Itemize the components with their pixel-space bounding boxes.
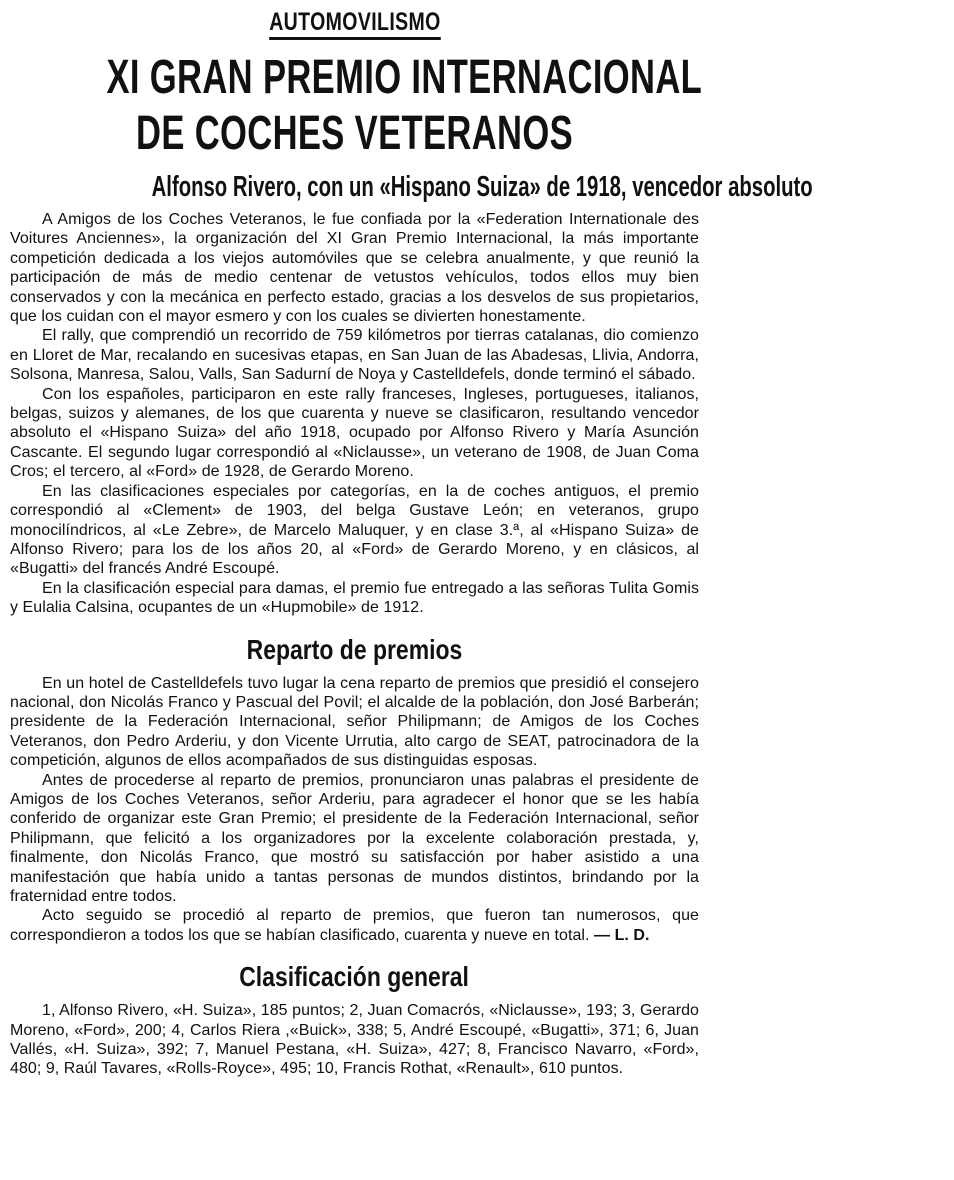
awards-paragraph (10, 906, 699, 945)
classification-body (10, 1001, 699, 1079)
section-tag-label: AUTOMOVILISMO (269, 10, 441, 40)
author-signature: — L. D. (594, 926, 650, 944)
article-paragraph: En la clasificación especial para damas, el premio fue entregado a las señoras Tulita Gomis y Eulalia Calsina, ocupantes de un «Hupmobile» de 1912. (10, 579, 699, 617)
section-tag (10, 10, 699, 40)
headline-line-1: XI GRAN PREMIO INTERNACIONAL (106, 51, 703, 104)
article-body (10, 210, 699, 618)
article-paragraph: A Amigos de los Coches Veteranos, le fue confiada por la «Federation Internationale des Voitures Anciennes», la organización del XI Gran Premio Internacional, la más importante competición dedicada a los viejos automóviles que se celebra anualmente, y que reunió la participación de más de medio centenar de vetustos vehículos, todos ellos muy bien conservados y con la mecánica en perfecto estado, gracias a los desvelos de sus propietarios, que los cuidan con el mayor esmero y con los cuales se divierten honestamente. (10, 211, 699, 326)
headline-line-2: DE COCHES VETERANOS (136, 107, 573, 160)
classification-list: 1, Alfonso Rivero, «H. Suiza», 185 puntos; 2, Juan Comacrós, «Niclausse», 193; 3, Gerardo Moreno, «Ford», 200; 4, Carlos Riera ,«Buick», 338; 5, André Escoupé, «Bugatti», 371; 6, Juan Vallés, «H. Suiza», 392; 7, Manuel Pestana, «H. Suiza», 427; 8, Francisco Navarro, «Ford», 480; 9, Raúl Tavares, «Rolls-Royce», 495; 10, Francis Rothat, «Renault», 610 puntos. (10, 1002, 699, 1078)
awards-paragraph: En un hotel de Castelldefels tuvo lugar la cena reparto de premios que presidió el consejero nacional, don Nicolás Franco y Pascual del Povil; el alcalde de la población, don José Barberán; presidente de la Federación Internacional, señor Philipmann; de Amigos de los Coches Veteranos, don Pedro Arderiu, y don Vicente Urrutia, alto cargo de SEAT, patrocinadora de la competición, algunos de ellos acompañados de sus distinguidas esposas. (10, 674, 699, 770)
subheadline-text: Alfonso Rivero, con un «Hispano Suiza» de 1918, vencedor absoluto (151, 171, 813, 203)
awards-paragraph: Antes de procederse al reparto de premios, pronunciaron unas palabras el presidente de Amigos de los Coches Veteranos, señor Arderiu, para agradecer el honor que se les había conferido de organizar este Gran Premio; el presidente de la Federación Internacional, señor Philipmann, que felicitó a los organizadores por la excelente colaboración prestada, y, finalmente, don Nicolás Franco, que mostró su satisfacción por haber asistido a una manifestación que había unido a tantas personas de mundos distintos, brindando por la fraternidad entre todos. (10, 771, 699, 905)
classification-heading-text: Clasificación general (239, 961, 470, 993)
awards-closing-text: Acto seguido se procedió al reparto de premios, que fueron tan numerosos, que correspondieron a todos los que se habían clasificado, cuarenta y nueve en total. (10, 907, 699, 944)
article-paragraph: El rally, que comprendió un recorrido de 759 kilómetros por tierras catalanas, dio comienzo en Lloret de Mar, recalando en sucesivas etapas, en San Juan de las Abadesas, Llivia, Andorra, Solsona, Manresa, Salou, Valls, San Sadurní de Noya y Castelldefels, donde terminó el sábado. (10, 327, 699, 384)
awards-heading-text: Reparto de premios (246, 633, 463, 665)
awards-heading (10, 634, 699, 666)
awards-body (10, 674, 699, 946)
classification-heading (10, 961, 699, 993)
article-paragraph: En las clasificaciones especiales por categorías, en la de coches antiguos, el premio correspondió al «Clement» de 1903, del belga Gustave León; en veteranos, grupo monocilíndricos, al «Le Zebre», de Marcelo Maluquer, y en clase 3.ª, al «Hispano Suiza» de Alfonso Rivero; para los de los años 20, al «Ford» de Gerardo Moreno, y en clásicos, al «Bugatti» del francés André Escoupé. (10, 482, 699, 578)
article-paragraph: Con los españoles, participaron en este rally franceses, Ingleses, portugueses, italianos, belgas, suizos y alemanes, de los que cuarenta y nueve se clasificaron, resultando vencedor absoluto el «Hispano Suiza» del año 1918, ocupado por Alfonso Rivero y María Asunción Cascante. El segundo lugar correspondió al «Niclausse», un veterano de 1908, de Juan Coma Cros; el tercero, al «Ford» de 1928, de Gerardo Moreno. (10, 385, 699, 481)
newspaper-clipping (0, 8, 813, 1180)
headline (10, 50, 703, 162)
subheadline (10, 170, 813, 204)
